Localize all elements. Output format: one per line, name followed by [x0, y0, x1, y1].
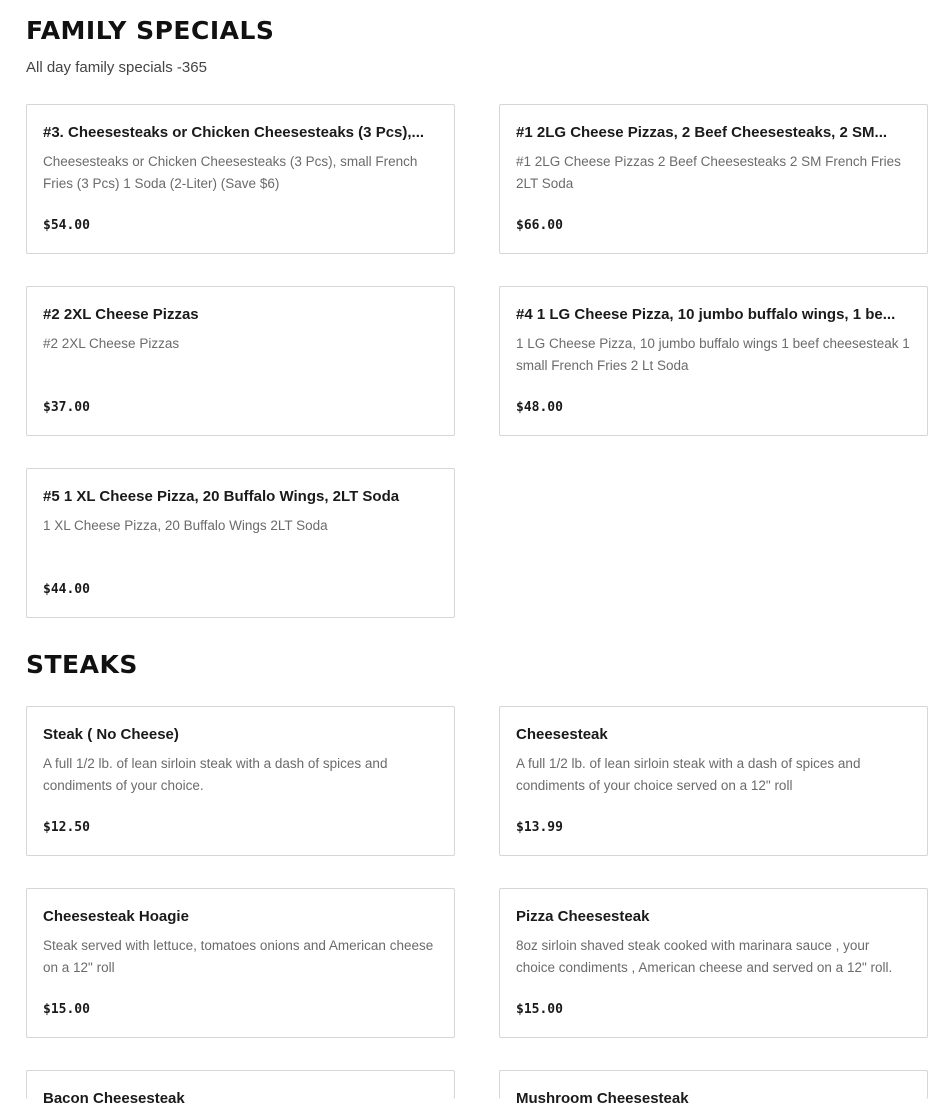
menu-item-name: #5 1 XL Cheese Pizza, 20 Buffalo Wings, 2LT Soda — [43, 488, 400, 505]
menu-item-name: Cheesesteak — [516, 726, 608, 743]
menu-item-name: Cheesesteak Hoagie — [43, 908, 189, 925]
menu-item-card[interactable] — [26, 1070, 455, 1107]
menu-item-description: 1 LG Cheese Pizza, 10 jumbo buffalo wings 1 beef cheesesteak 1 small French Fries 2 Lt Soda — [516, 336, 910, 373]
menu-item-card[interactable] — [26, 104, 455, 254]
menu-item-name: Mushroom Cheesesteak — [516, 1090, 689, 1107]
steaks-title: STEAKS — [26, 650, 138, 679]
menu-item-description: 8oz sirloin shaved steak cooked with marinara sauce , your choice condiments , American cheese and served on a 12" roll. — [516, 938, 893, 975]
menu-item-price: $44.00 — [43, 582, 90, 597]
menu-item-card[interactable] — [499, 104, 928, 254]
menu-item-price: $13.99 — [516, 820, 563, 835]
menu-item-name: Pizza Cheesesteak — [516, 908, 650, 925]
menu-item-description: #1 2LG Cheese Pizzas 2 Beef Cheesesteaks 2 SM French Fries 2LT Soda — [516, 154, 901, 191]
family-specials-title: FAMILY SPECIALS — [26, 16, 275, 45]
menu-item-price: $15.00 — [43, 1002, 90, 1017]
menu-item-name: #3. Cheesesteaks or Chicken Cheesesteaks (3 Pcs),... — [43, 124, 425, 141]
menu-item-description: A full 1/2 lb. of lean sirloin steak with a dash of spices and condiments of your choice. — [43, 756, 388, 793]
menu-item-name: #2 2XL Cheese Pizzas — [43, 306, 199, 323]
menu-item-card[interactable] — [499, 286, 928, 436]
family-specials-subtitle: All day family specials -365 — [26, 59, 207, 76]
menu-item-card[interactable] — [499, 706, 928, 856]
menu-item-price: $54.00 — [43, 218, 90, 233]
menu-item-card[interactable] — [26, 468, 455, 618]
menu-item-name: Bacon Cheesesteak — [43, 1090, 185, 1107]
menu-item-card[interactable] — [26, 888, 455, 1038]
menu-item-description: #2 2XL Cheese Pizzas — [43, 336, 180, 351]
menu-item-name: #4 1 LG Cheese Pizza, 10 jumbo buffalo wings, 1 be... — [516, 306, 896, 323]
menu-item-card[interactable] — [499, 1070, 928, 1107]
menu-item-price: $48.00 — [516, 400, 563, 415]
menu-item-price: $12.50 — [43, 820, 90, 835]
menu-item-description: A full 1/2 lb. of lean sirloin steak with a dash of spices and condiments of your choice served on a 12" roll — [516, 756, 861, 793]
menu-item-price: $37.00 — [43, 400, 90, 415]
menu-item-card[interactable] — [26, 286, 455, 436]
menu-item-price: $66.00 — [516, 218, 563, 233]
menu-item-description: Cheesesteaks or Chicken Cheesesteaks (3 Pcs), small French Fries (3 Pcs) 1 Soda (2-Liter) (Save $6) — [43, 154, 418, 191]
menu-item-name: Steak ( No Cheese) — [43, 726, 179, 743]
menu-item-card[interactable] — [499, 888, 928, 1038]
menu-item-card[interactable] — [26, 706, 455, 856]
menu-item-name: #1 2LG Cheese Pizzas, 2 Beef Cheesesteaks, 2 SM... — [516, 124, 888, 141]
menu-item-price: $15.00 — [516, 1002, 563, 1017]
menu-item-description: 1 XL Cheese Pizza, 20 Buffalo Wings 2LT Soda — [43, 518, 328, 533]
menu-item-description: Steak served with lettuce, tomatoes onions and American cheese on a 12" roll — [43, 938, 434, 975]
